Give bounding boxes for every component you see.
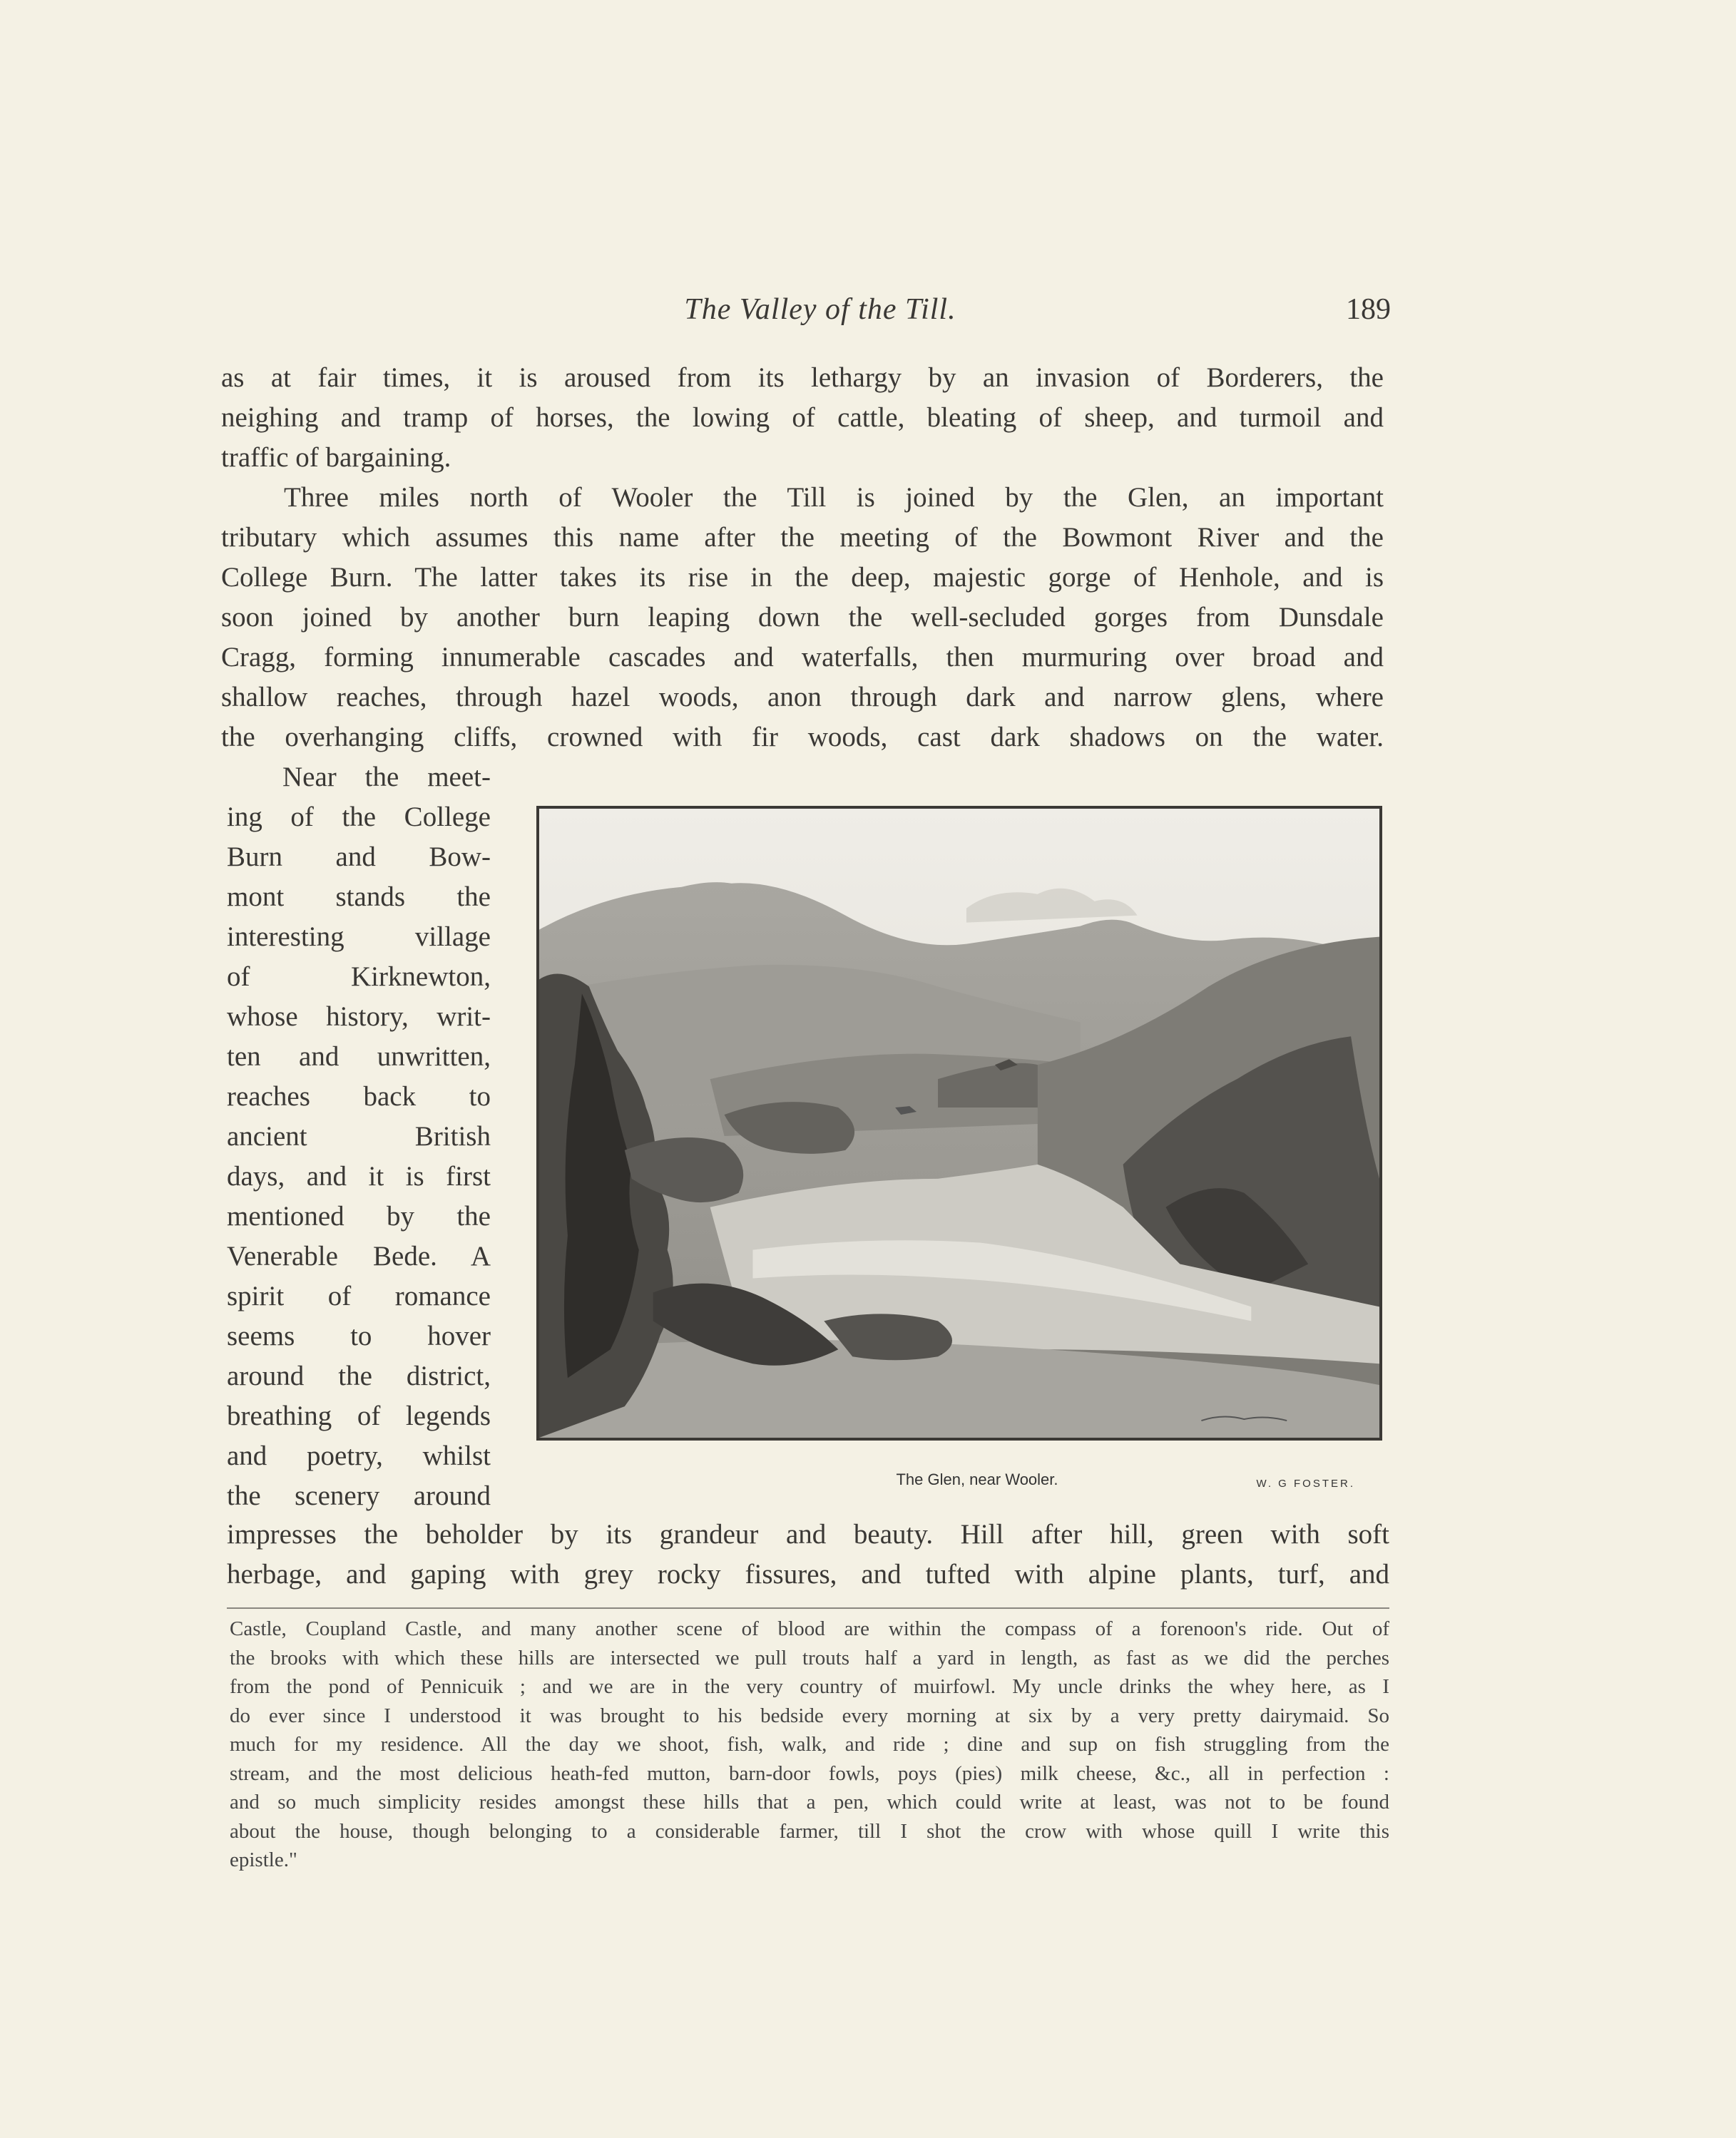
footnote-line: stream, and the most delicious heath-fed mutton, barn-door fowls, poys (pies) milk cheese, &c., all in perfection : (230, 1761, 1389, 1785)
text-line: neighing and tramp of horses, the lowing of cattle, bleating of sheep, and turmoil and (221, 402, 1384, 433)
footnote (230, 1615, 1389, 1875)
text-line: soon joined by another burn leaping down the well-secluded gorges from Dunsdale (221, 602, 1384, 633)
text-line: Venerable Bede. A (227, 1241, 491, 1272)
closing-lines (227, 1515, 1389, 1595)
footnote-line: do ever since I understood it was brought to his bedside every morning at six by a very pretty dairymaid. So (230, 1704, 1389, 1727)
figure-credit: W. G FOSTER. (1256, 1478, 1355, 1490)
text-line: the scenery around (227, 1480, 491, 1511)
footnote-line: Castle, Coupland Castle, and many another scene of blood are within the compass of a forenoon's ride. Out of (230, 1617, 1389, 1640)
text-line: as at fair times, it is aroused from its lethargy by an invasion of Borderers, the (221, 362, 1384, 393)
footnote-line: epistle." (230, 1848, 297, 1871)
text-line: shallow reaches, through hazel woods, anon through dark and narrow glens, where (221, 682, 1384, 712)
text-line: herbage, and gaping with grey rocky fissures, and tufted with alpine plants, turf, and (227, 1559, 1389, 1590)
text-line: Cragg, forming innumerable cascades and waterfalls, then murmuring over broad and (221, 642, 1384, 672)
text-line: ing of the College (227, 802, 491, 832)
text-line: and poetry, whilst (227, 1441, 491, 1471)
text-line: seems to hover (227, 1321, 491, 1351)
text-line: reaches back to (227, 1081, 491, 1112)
text-line: tributary which assumes this name after the meeting of the Bowmont River and the (221, 522, 1384, 553)
text-line: around the district, (227, 1361, 491, 1391)
opening-paragraphs (221, 358, 1384, 757)
footnote-line: and so much simplicity resides amongst these hills that a pen, which could write at least, was not to be found (230, 1791, 1389, 1814)
text-line: days, and it is first (227, 1161, 491, 1192)
footnote-line: about the house, though belonging to a considerable farmer, till I shot the crow with whose quill I write this (230, 1819, 1389, 1843)
footnote-line: the brooks with which these hills are intersected we pull trouts half a yard in length, as fast as we did the perches (230, 1646, 1389, 1669)
text-line: Burn and Bow- (227, 842, 491, 872)
page-number: 189 (1346, 293, 1391, 326)
text-line: the overhanging cliffs, crowned with fir woods, cast dark shadows on the water. (221, 722, 1384, 752)
text-line: traffic of bargaining. (221, 442, 451, 473)
footnote-rule (227, 1607, 1389, 1609)
text-line: College Burn. The latter takes its rise in the deep, majestic gorge of Henhole, and is (221, 562, 1384, 593)
footnote-line: much for my residence. All the day we shoot, fish, walk, and ride ; dine and sup on fish struggling from the (230, 1733, 1389, 1756)
text-line: mentioned by the (227, 1201, 491, 1232)
text-line: ten and unwritten, (227, 1041, 491, 1072)
text-line: Near the meet- (282, 762, 491, 792)
footnote-line: from the pond of Pennicuik ; and we are in the very country of muirfowl. My uncle drinks the whey here, as I (230, 1675, 1389, 1698)
wrapped-paragraph (227, 757, 491, 1516)
text-line: breathing of legends (227, 1401, 491, 1431)
text-line: interesting village (227, 921, 491, 952)
text-line: impresses the beholder by its grandeur and beauty. Hill after hill, green with soft (227, 1519, 1389, 1550)
running-header-title: The Valley of the Till. (684, 293, 956, 326)
landscape-engraving (539, 809, 1379, 1438)
text-line: ancient British (227, 1121, 491, 1152)
text-line: of Kirknewton, (227, 961, 491, 992)
text-line: mont stands the (227, 881, 491, 912)
text-line: whose history, writ- (227, 1001, 491, 1032)
figure-caption: The Glen, near Wooler. (896, 1470, 1058, 1488)
text-line: spirit of romance (227, 1281, 491, 1311)
text-line: Three miles north of Wooler the Till is joined by the Glen, an important (284, 482, 1384, 513)
illustration-glen-near-wooler (536, 806, 1382, 1441)
